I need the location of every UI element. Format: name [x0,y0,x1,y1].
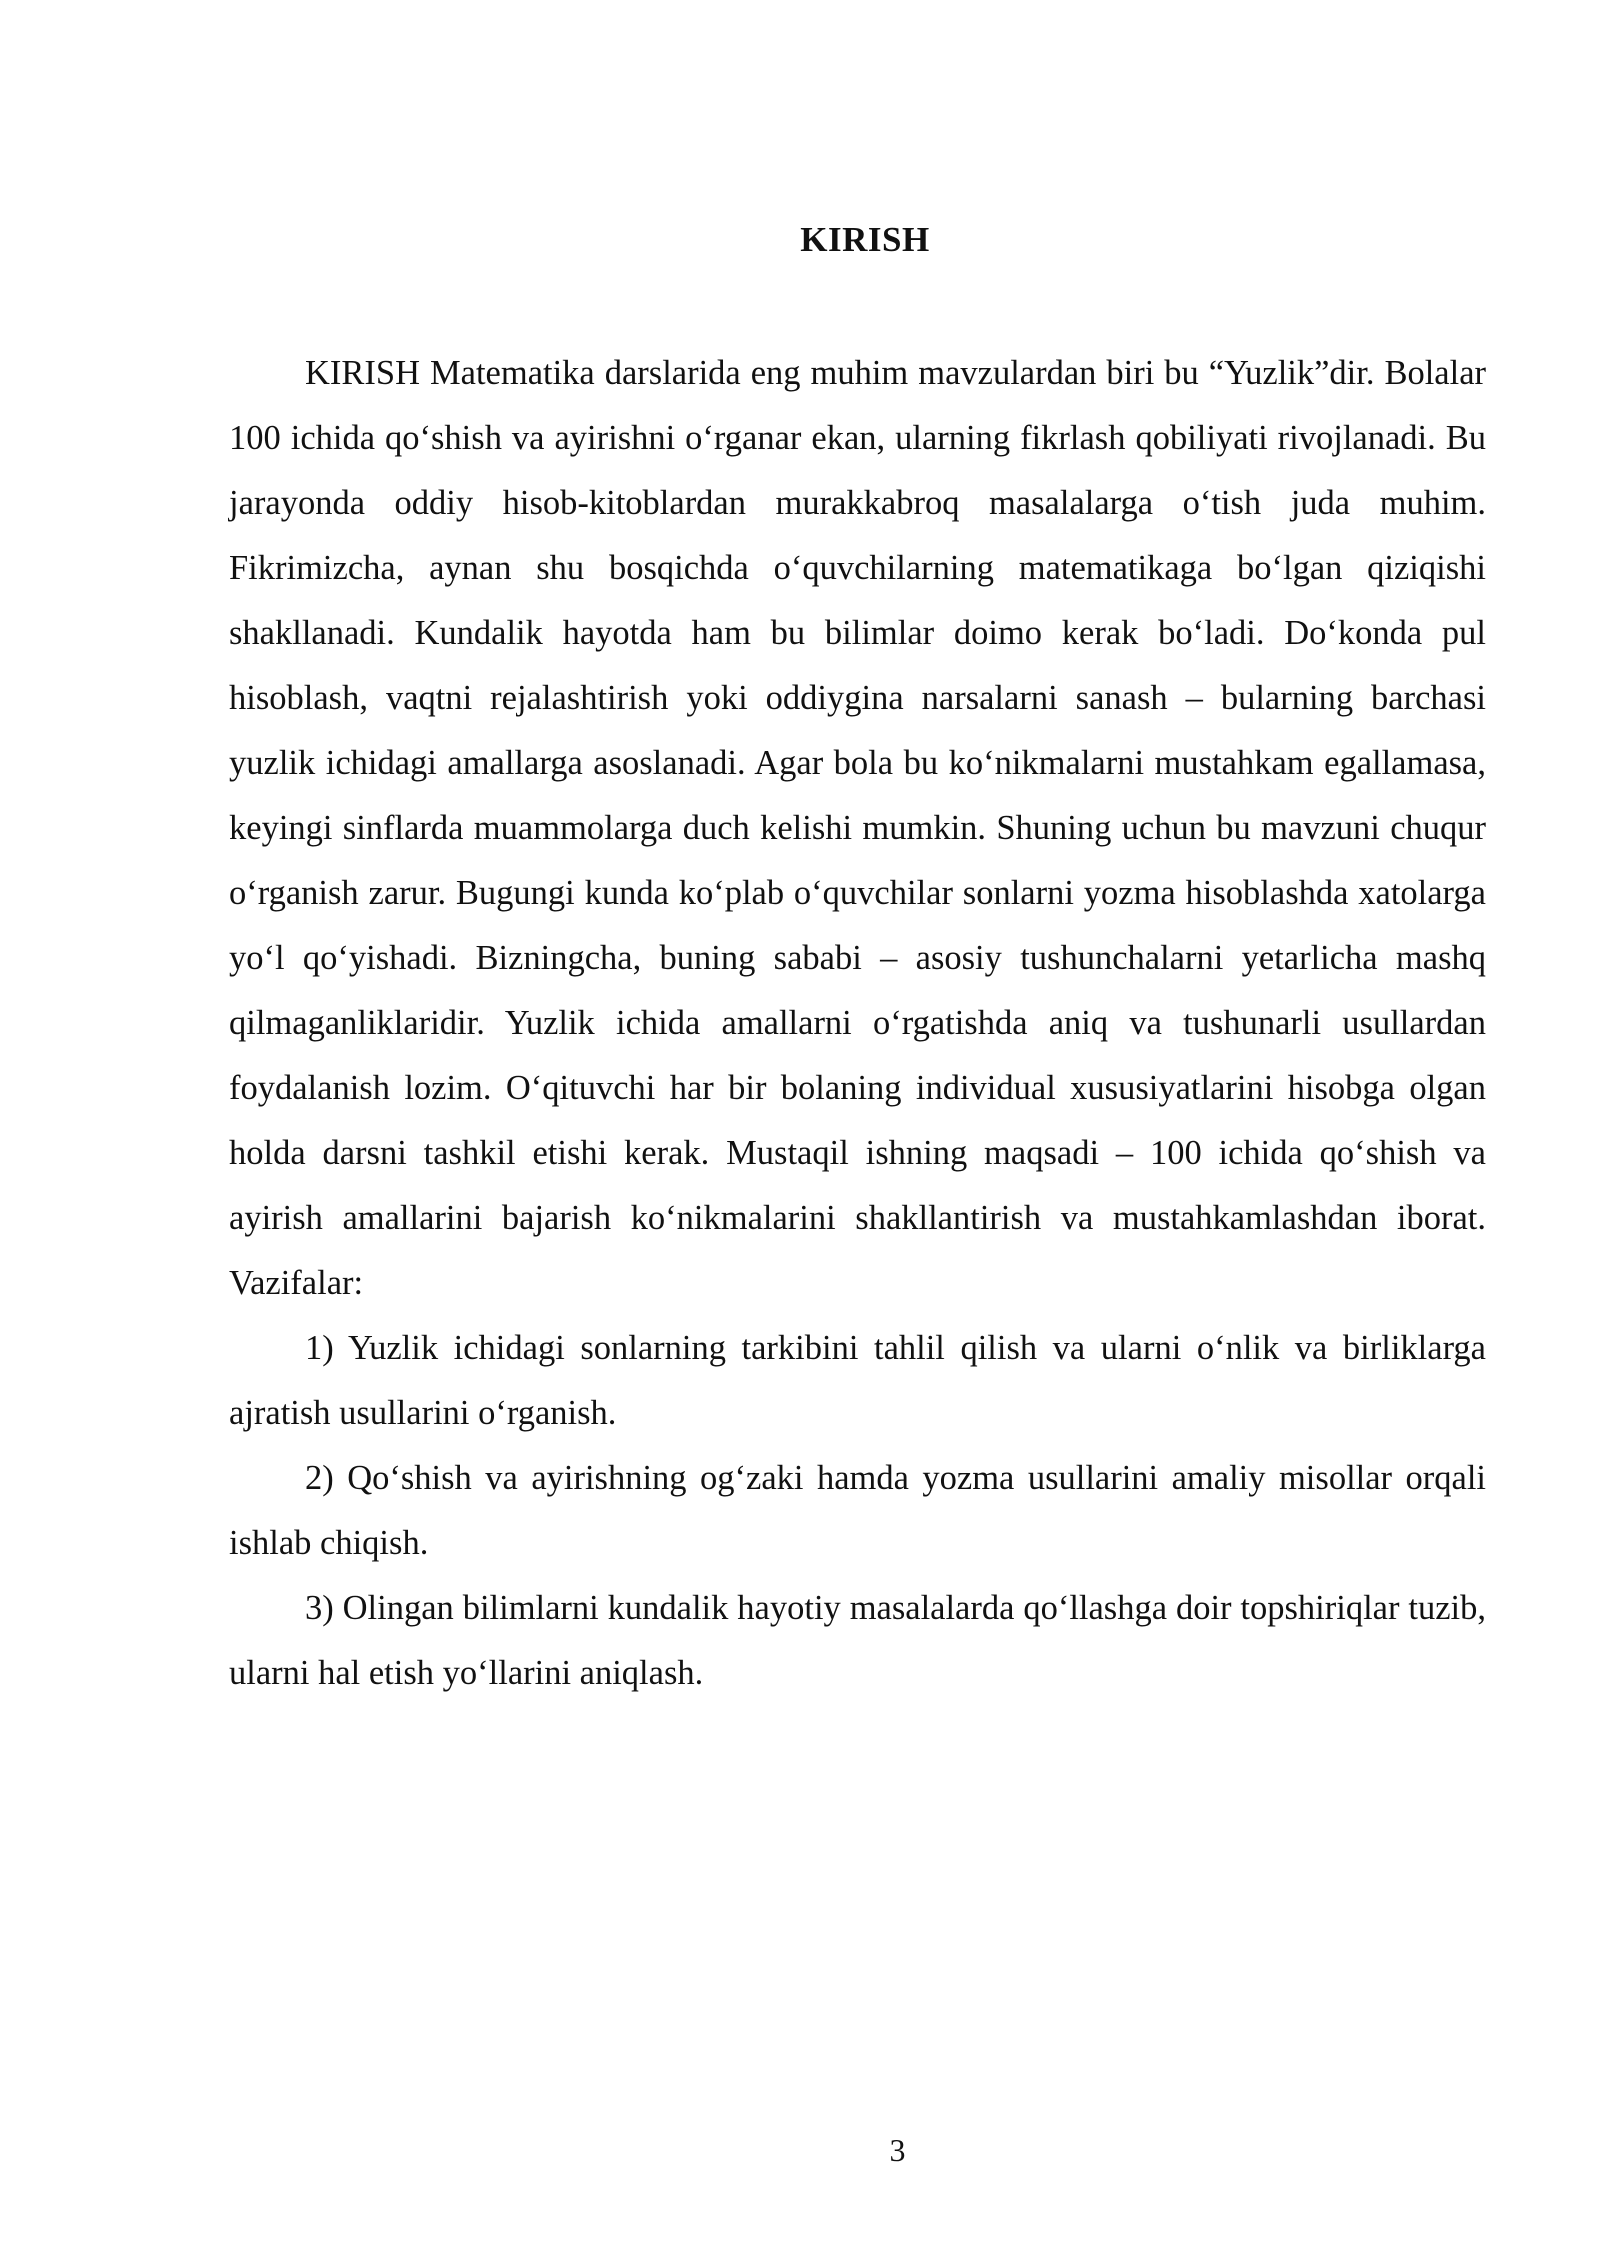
page-number: 3 [889,2132,906,2168]
page-heading: KIRISH [800,220,930,259]
task-item-3: 3) Olingan bilimlarni kundalik hayotiy masalalarda qo‘llashga doir topshiriqlar tuzib, ularni hal etish yo‘llarini aniqlash. [229,1589,1486,1692]
intro-paragraph: KIRISH Matematika darslarida eng muhim mavzulardan biri bu “Yuzlik”dir. Bolalar 100 ichida qo‘shish va ayirishni o‘rganar ekan, ularning fikrlash qobiliyati rivojlanadi. Bu jarayonda oddiy hisob-kitoblardan murakkabroq masalalarga o‘tish juda muhim. Fikrimizcha, aynan shu bosqichda o‘quvchilarning matematikaga bo‘lgan qiziqishi shakllanadi. Kundalik hayotda ham bu bilimlar doimo kerak bo‘ladi. Do‘konda pul hisoblash, vaqtni rejalashtirish yoki oddiygina narsalarni sanash – bularning barchasi yuzlik ichidagi amallarga asoslanadi. Agar bola bu ko‘nikmalarni mustahkam egallamasa, keyingi sinflarda muammolarga duch kelishi mumkin. Shuning uchun bu mavzuni chuqur o‘rganish zarur. Bugungi kunda ko‘plab o‘quvchilar sonlarni yozma hisoblashda xatolarga yo‘l qo‘yishadi. Bizningcha, buning sababi – asosiy tushunchalarni yetarlicha mashq qilmaganliklaridir. Yuzlik ichida amallarni o‘rgatishda aniq va tushunarli usullardan foydalanish lozim. O‘qituvchi har bir bolaning individual xususiyatlarini hisobga olgan holda darsni tashkil etishi kerak. Mustaqil ishning maqsadi – 100 ichida qo‘shish va ayirish amallarini bajarish ko‘nikmalarini shakllantirish va mustahkamlashdan iborat. Vazifalar: [229,354,1486,1302]
body-text [229,341,1486,1706]
task-item-1: 1) Yuzlik ichidagi sonlarning tarkibini tahlil qilish va ularni o‘nlik va birliklarga ajratish usullarini o‘rganish. [229,1329,1486,1432]
task-item-2: 2) Qo‘shish va ayirishning og‘zaki hamda yozma usullarini amaliy misollar orqali ishlab chiqish. [229,1459,1486,1562]
